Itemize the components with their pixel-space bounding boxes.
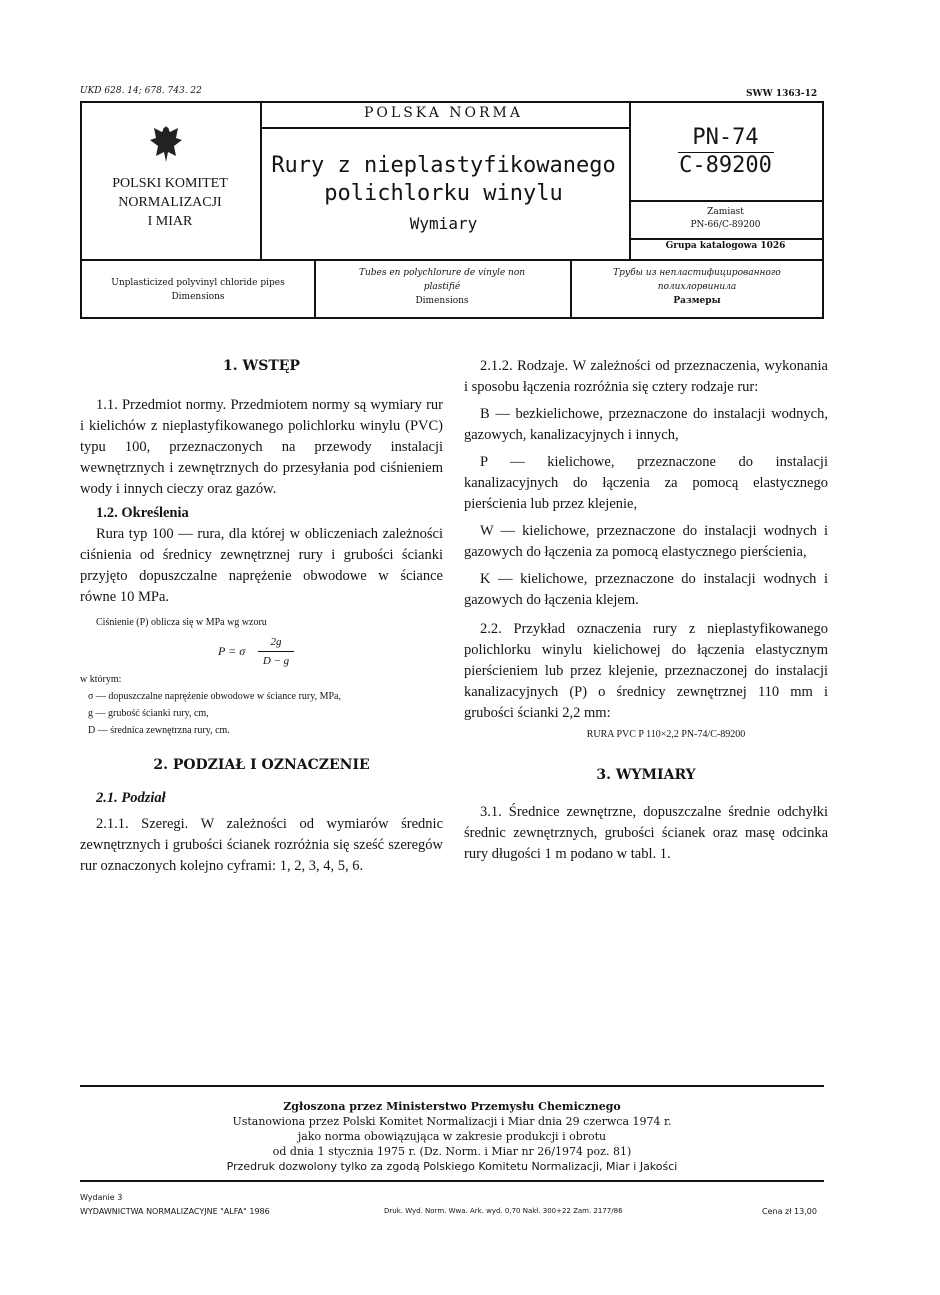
paragraph: 2.1.1. Szeregi. W zależności od wymiarów średnic zewnętrznych i grubości ścianek rozróżnia się sześć szeregów rur oznaczonych kolejno cyframi: 1, 2, 3, 4, 5, 6.	[80, 816, 443, 874]
right-column	[464, 356, 828, 865]
sww-code: SWW 1363-12	[746, 89, 818, 99]
list-item: B — bezkielichowe, przeznaczone do instalacji wodnych, gazowych, kanalizacyjnych i innych,	[464, 406, 828, 443]
section-heading: 1. WSTĘP	[223, 358, 300, 374]
title-english: Unplasticized polyvinyl chloride pipes Dimensions	[111, 278, 285, 302]
publisher: WYDAWNICTWA NORMALIZACYJNE "ALFA" 1986	[80, 1207, 270, 1216]
paragraph: 3.1. Średnice zewnętrzne, dopuszczalne średnie odchyłki średnic zewnętrznych, grubości ścianek oraz masę odcinka rury długości 1 m podano w tabl. 1.	[464, 804, 828, 862]
norm-label: POLSKA NORMA	[364, 105, 523, 121]
example-designation: RURA PVC P 110×2,2 PN-74/C-89200	[586, 729, 746, 740]
list-item: K — kielichowe, przeznaczone do instalacji wodnych i gazowych do łączenia klejem.	[464, 571, 828, 608]
ukd-code: UKD 628. 14; 678. 743. 22	[80, 86, 202, 96]
section-heading: 3. WYMIARY	[596, 767, 696, 783]
list-item: P — kielichowe, przeznaczone do instalacji kanalizacyjnych do łączenia za pomocą elastycznego pierścienia lub przez klejenie,	[464, 454, 828, 512]
list-item: W — kielichowe, przeznaczone do instalacji wodnych i gazowych do łączenia za pomocą elastycznego pierścienia,	[464, 523, 828, 560]
paragraph: 1.1. Przedmiot normy. Przedmiotem normy są wymiary rur i kielichów z nieplastyfikowanego polichlorku winylu (PVC) typu 100, przeznaczonych na przewody instalacji wewnętrznych i zewnętrznych do przesyłania pod ciśnieniem wody i innych cieczy oraz gazów.	[80, 397, 443, 497]
paragraph: 2.1.2. Rodzaje. W zależności od przeznaczenia, wykonania i sposobu łączenia rozróżnia się cztery rodzaje rur:	[464, 358, 828, 395]
eagle-emblem-icon	[148, 122, 184, 166]
paragraph: 2.2. Przykład oznaczenia rury z nieplastyfikowanego polichlorku winylu kielichowej do łączenia elastycznym pierścieniem lub przez klejenie, przeznaczonej do instalacji kanalizacyjnych (P) o średnicy zewnętrznej 110 mm i grubości ścianki 2,2 mm:	[464, 621, 828, 721]
approval-box: Zgłoszona przez Ministerstwo Przemysłu Chemicznego Ustanowiona przez Polski Komitet Normalizacji i Miar dnia 29 czerwca 1974 r. jako norma obowiązująca w zakresie produkcji i obrotu od dnia 1 stycznia 1975 r. (Dz. Norm. i Miar nr 26/1974 poz. 81) Przedruk dozwolony tylko za zgodą Polskiego Komitetu Normalizacji, Miar i Jakości	[80, 1085, 824, 1182]
norm-number: PN-74 C-89200	[679, 125, 772, 178]
section-heading: 2. PODZIAŁ I OZNACZENIE	[153, 757, 370, 773]
formula-legend: w którym: σ — dopuszczalne naprężenie obwodowe w ściance rury, MPa, g — grubość ścianki rury, cm, D — średnica zewnętrzna rury, cm.	[80, 674, 341, 736]
print-info: Druk. Wyd. Norm. Wwa. Ark. wyd. 0,70 Nakł. 300+22 Zam. 2177/86	[384, 1207, 623, 1215]
norm-title: Rury z nieplastyfikowanego polichlorku winylu	[271, 153, 616, 206]
price: Cena zł 13,00	[762, 1207, 817, 1216]
edition: Wydanie 3	[80, 1193, 123, 1202]
norm-subtitle: Wymiary	[409, 214, 478, 233]
formula: P = σ 2g D − g	[80, 633, 443, 671]
formula-intro: Ciśnienie (P) oblicza się w MPa wg wzoru	[96, 617, 267, 628]
title-russian: Трубы из непластифицированного полихлорвинила Размеры	[613, 268, 781, 306]
title-french: Tubes en polychlorure de vinyle non plastifié Dimensions	[358, 268, 526, 306]
left-column	[80, 356, 443, 877]
subheading: 1.2. Określenia	[96, 505, 189, 521]
subheading: 2.1. Podział	[96, 790, 166, 806]
committee-name: POLSKI KOMITET NORMALIZACJI I MIAR	[112, 176, 228, 229]
paragraph: Rura typ 100 — rura, dla której w obliczeniach zależności ciśnienia od średnicy zewnętrznej rury i grubości ścianki przyjęto dopuszczalne naprężenie obwodowe w ściance równe 10 MPa.	[80, 526, 443, 605]
catalog-group: Grupa katalogowa 1026	[665, 241, 786, 251]
replaces: Zamiast PN-66/C-89200	[690, 207, 761, 230]
